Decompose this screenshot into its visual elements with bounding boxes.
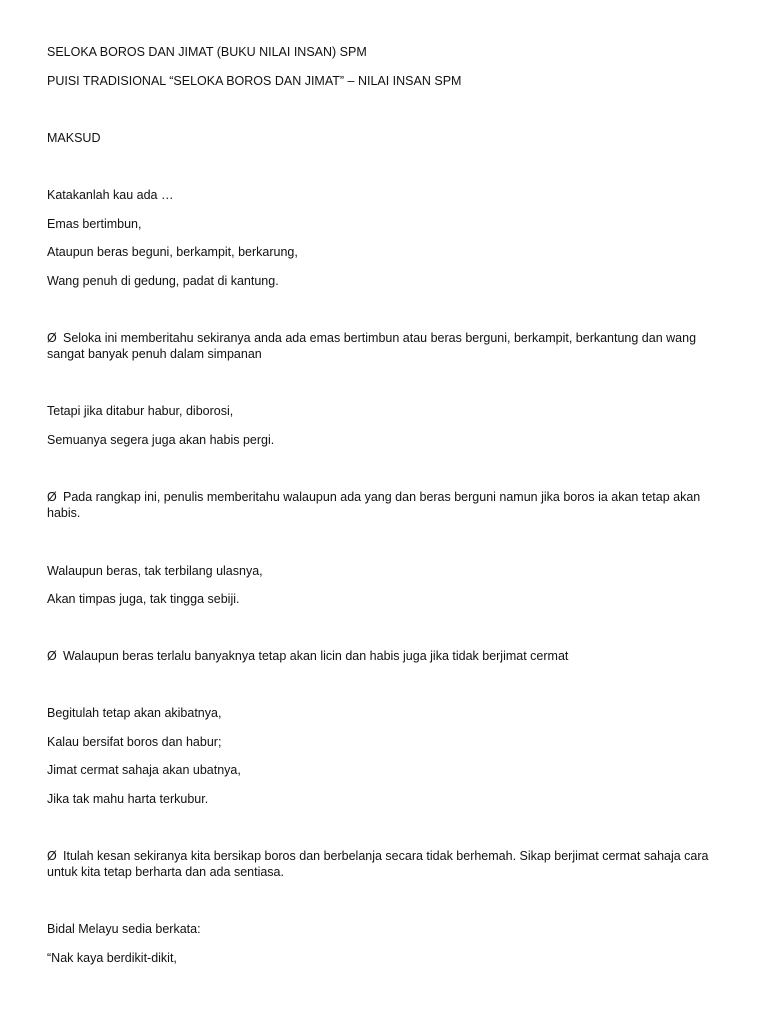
stanza-1-line-1: Katakanlah kau ada … <box>47 188 174 202</box>
stanza-3-line-1: Walaupun beras, tak terbilang ulasnya, <box>47 564 263 578</box>
stanza-2-line-2: Semuanya segera juga akan habis pergi. <box>47 433 275 447</box>
explanation-4 <box>47 848 717 880</box>
stanza-1-line-2: Emas bertimbun, <box>47 217 142 231</box>
stanza-4-line-1: Begitulah tetap akan akibatnya, <box>47 706 222 720</box>
bullet-icon: Ø <box>47 849 57 863</box>
explanation-4-text: Itulah kesan sekiranya kita bersikap boros dan berbelanja secara tidak berhemah. Sikap berjimat cermat sahaja cara untuk kita tetap berharta dan ada sentiasa. <box>47 849 709 879</box>
explanation-1-text: Seloka ini memberitahu sekiranya anda ada emas bertimbun atau beras berguni, berkampit, berkantung dan wang sangat banyak penuh dalam simpanan <box>47 331 697 361</box>
bullet-icon: Ø <box>47 649 57 663</box>
stanza-4-line-3: Jimat cermat sahaja akan ubatnya, <box>47 763 241 777</box>
bullet-icon: Ø <box>47 490 57 504</box>
closing-line-1: Bidal Melayu sedia berkata: <box>47 922 201 936</box>
stanza-2-line-1: Tetapi jika ditabur habur, diborosi, <box>47 404 234 418</box>
bullet-icon: Ø <box>47 331 57 345</box>
explanation-1 <box>47 330 717 362</box>
stanza-3-line-2: Akan timpas juga, tak tingga sebiji. <box>47 592 240 606</box>
stanza-1-line-3: Ataupun beras beguni, berkampit, berkarung, <box>47 245 298 259</box>
document-title: SELOKA BOROS DAN JIMAT (BUKU NILAI INSAN) SPM <box>47 45 367 59</box>
explanation-2 <box>47 489 717 521</box>
closing-line-2: “Nak kaya berdikit-dikit, <box>47 951 177 965</box>
explanation-2-text: Pada rangkap ini, penulis memberitahu walaupun ada yang dan beras berguni namun jika boros ia akan tetap akan habis. <box>47 490 701 520</box>
document-subtitle: PUISI TRADISIONAL “SELOKA BOROS DAN JIMAT” – NILAI INSAN SPM <box>47 74 462 88</box>
stanza-4-line-4: Jika tak mahu harta terkubur. <box>47 792 209 806</box>
explanation-3-text: Walaupun beras terlalu banyaknya tetap akan licin dan habis juga jika tidak berjimat cermat <box>63 649 569 663</box>
stanza-4-line-2: Kalau bersifat boros dan habur; <box>47 735 222 749</box>
section-heading: MAKSUD <box>47 131 101 145</box>
explanation-3 <box>47 648 717 664</box>
stanza-1-line-4: Wang penuh di gedung, padat di kantung. <box>47 274 279 288</box>
